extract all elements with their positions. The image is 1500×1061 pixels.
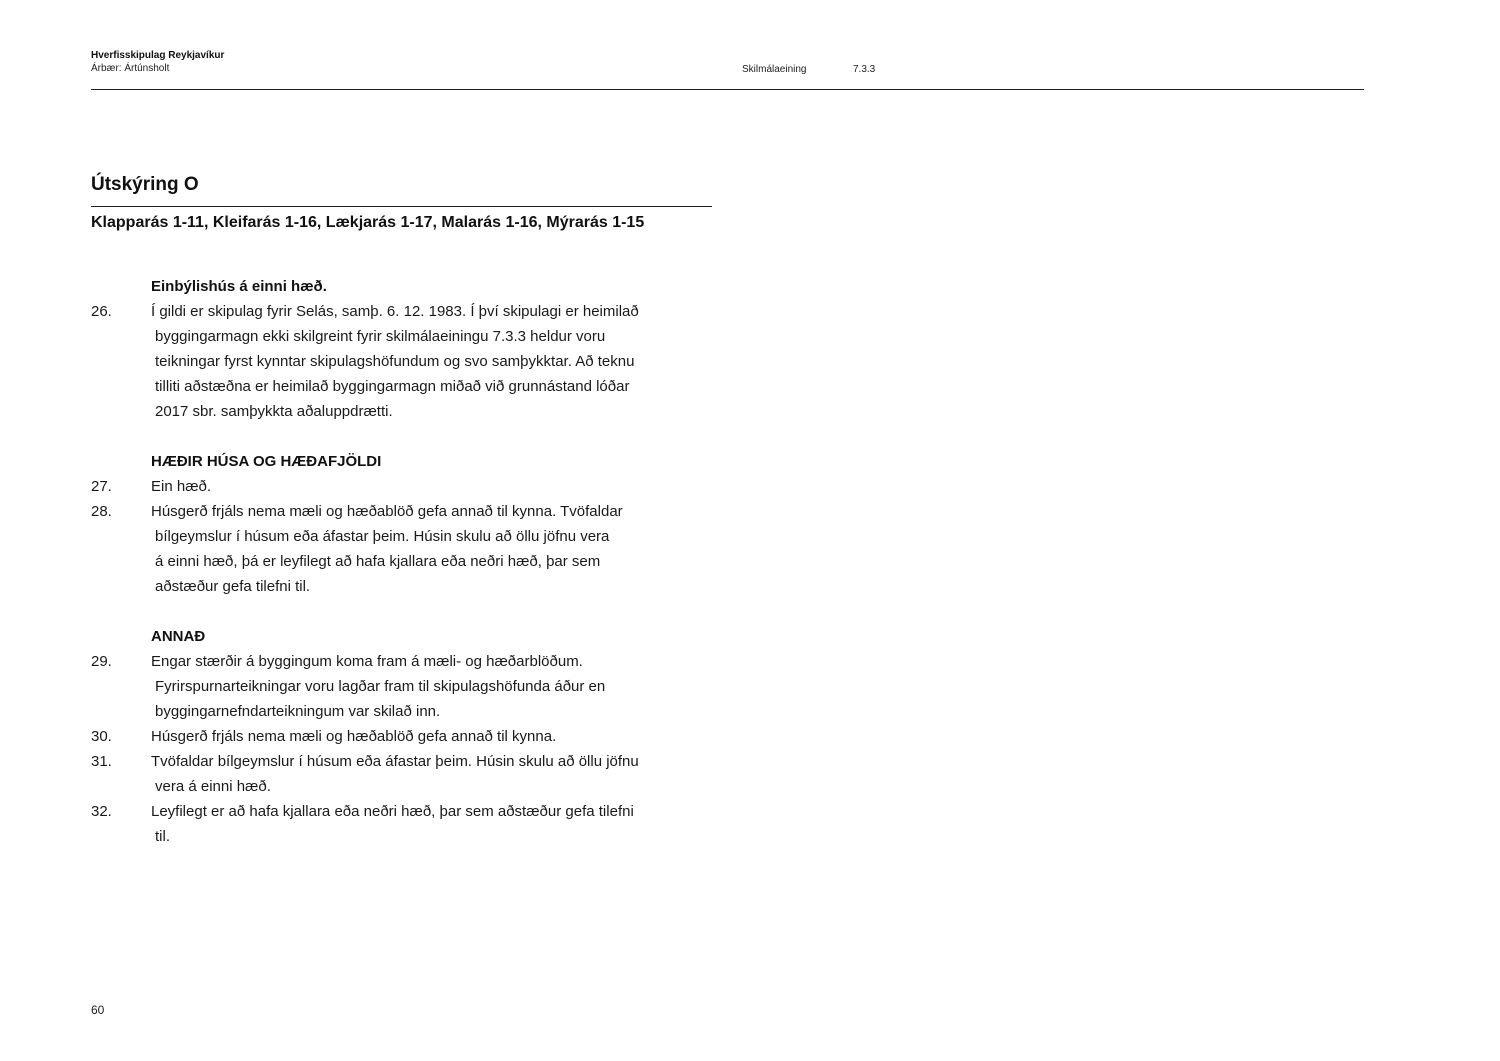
item-text bbox=[151, 474, 731, 499]
item-text-line: Húsgerð frjáls nema mæli og hæðablöð gefa annað til kynna. Tvöfaldar bbox=[151, 503, 623, 520]
item-text-line: Í gildi er skipulag fyrir Selás, samþ. 6. 12. 1983. Í því skipulagi er heimilað bbox=[151, 303, 639, 320]
item-number: 32. bbox=[91, 803, 112, 820]
item-text bbox=[151, 299, 731, 424]
item-text-line: á einni hæð, þá er leyfilegt að hafa kjallara eða neðri hæð, þar sem bbox=[155, 553, 601, 570]
item-number: 29. bbox=[91, 653, 112, 670]
section-heading: Einbýlishús á einni hæð. bbox=[151, 278, 327, 295]
item-text bbox=[151, 724, 731, 749]
numbered-item bbox=[91, 749, 731, 799]
document-body bbox=[91, 274, 731, 849]
numbered-item bbox=[91, 474, 731, 499]
section-heading: HÆÐIR HÚSA OG HÆÐAFJÖLDI bbox=[151, 453, 382, 470]
item-text bbox=[151, 499, 731, 599]
item-text-line: teikningar fyrst kynntar skipulagshöfundum og svo samþykktar. Að teknu bbox=[155, 353, 635, 370]
item-number: 28. bbox=[91, 503, 112, 520]
document-title: Útskýring O bbox=[91, 174, 199, 195]
item-text-line: byggingarnefndarteikningum var skilað inn. bbox=[155, 703, 441, 720]
title-divider bbox=[91, 206, 712, 207]
item-text-line: Húsgerð frjáls nema mæli og hæðablöð gefa annað til kynna. bbox=[151, 728, 557, 745]
numbered-item bbox=[91, 799, 731, 849]
item-text-line: Engar stærðir á byggingum koma fram á mæli- og hæðarblöðum. bbox=[151, 653, 583, 670]
item-text-line: Fyrirspurnarteikningar voru lagðar fram til skipulagshöfunda áður en bbox=[155, 678, 606, 695]
numbered-item bbox=[91, 649, 731, 724]
item-text-line: Ein hæð. bbox=[151, 478, 212, 495]
header-subtitle: Árbær: Ártúnsholt bbox=[91, 63, 170, 74]
header-section-number: 7.3.3 bbox=[853, 64, 876, 75]
header-title: Hverfisskipulag Reykjavíkur bbox=[91, 50, 225, 61]
numbered-item bbox=[91, 724, 731, 749]
numbered-item bbox=[91, 499, 731, 599]
item-text-line: Tvöfaldar bílgeymslur í húsum eða áfastar þeim. Húsin skulu að öllu jöfnu bbox=[151, 753, 639, 770]
item-text-line: bílgeymslur í húsum eða áfastar þeim. Húsin skulu að öllu jöfnu vera bbox=[155, 528, 610, 545]
document-subtitle: Klapparás 1-11, Kleifarás 1-16, Lækjarás 1-17, Malarás 1-16, Mýrarás 1-15 bbox=[91, 214, 645, 231]
item-text-line: vera á einni hæð. bbox=[155, 778, 271, 795]
header-section-label: Skilmálaeining bbox=[742, 64, 807, 75]
page-number: 60 bbox=[91, 1003, 105, 1017]
item-text-line: Leyfilegt er að hafa kjallara eða neðri hæð, þar sem aðstæður gefa tilefni bbox=[151, 803, 634, 820]
item-number: 27. bbox=[91, 478, 112, 495]
item-number: 30. bbox=[91, 728, 112, 745]
numbered-item bbox=[91, 299, 731, 424]
item-number: 26. bbox=[91, 303, 112, 320]
item-text-line: byggingarmagn ekki skilgreint fyrir skilmálaeiningu 7.3.3 heldur voru bbox=[155, 328, 606, 345]
item-text-line: tilliti aðstæðna er heimilað byggingarmagn miðað við grunnástand lóðar bbox=[155, 378, 630, 395]
item-text-line: 2017 sbr. samþykkta aðaluppdrætti. bbox=[155, 403, 393, 420]
item-text bbox=[151, 799, 731, 849]
item-text-line: aðstæður gefa tilefni til. bbox=[155, 578, 311, 595]
item-text bbox=[151, 749, 731, 799]
header-divider bbox=[91, 89, 1364, 90]
section-heading: ANNAÐ bbox=[151, 628, 206, 645]
item-number: 31. bbox=[91, 753, 112, 770]
item-text bbox=[151, 649, 731, 724]
item-text-line: til. bbox=[155, 828, 170, 845]
